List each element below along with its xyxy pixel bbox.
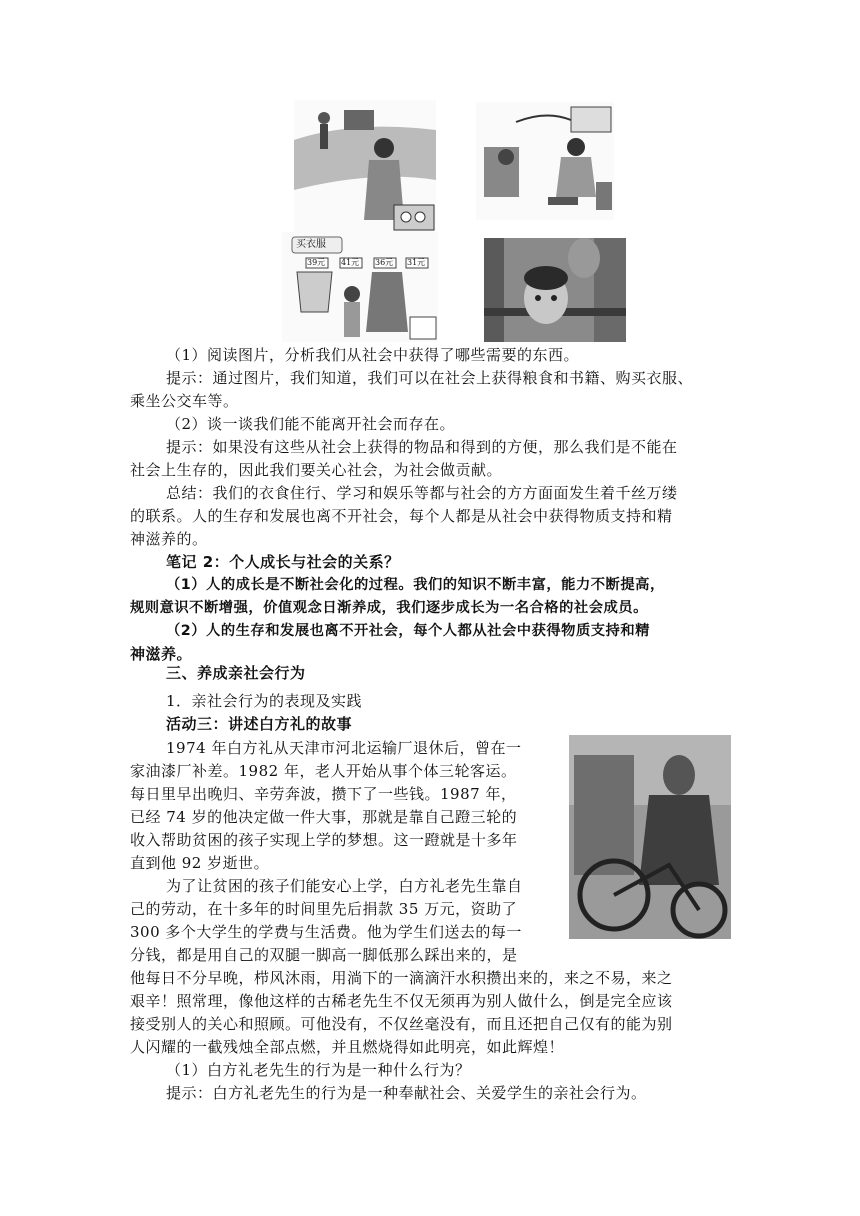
hint-bai-fangli: 提示：白方礼老先生的行为是一种奉献社会、关爱学生的亲社会行为。 [166,1084,647,1102]
activity-3-title: 活动三：讲述白方礼的故事 [166,715,353,733]
story-paragraph-3-line: 人闪耀的一截残烛全部点燃，并且燃烧得如此明亮，如此辉煌！ [130,1038,565,1056]
summary-line-2: 的联系。人的生存和发展也离不开社会，每个人都是从社会中获得物质支持和精 [130,507,673,525]
note-2-title: 笔记 2：个人成长与社会的关系？ [166,553,400,571]
note-2-point-1-line-1: （1）人的成长是不断社会化的过程。我们的知识不断丰富，能力不断提高， [166,577,665,593]
summary-line-3: 神滋养的。 [130,530,208,548]
story-paragraph-1-line: 家油漆厂补差。1982 年，老人开始从事个体三轮客运。 [130,762,517,780]
story-paragraph-1-line: 每日里早出晚归、辛劳奔波，攒下了一些钱。1987 年， [130,785,517,803]
story-paragraph-3-line: 他每日不分早晚，栉风沐雨，用淌下的一滴滴汗水积攒出来的，来之不易，来之 [130,969,673,987]
figure-buying-clothes [282,232,438,342]
story-paragraph-2-line: 己的劳动，在十多年的时间里先后捐款 35 万元，资助了 [130,900,518,918]
question-1: （1）阅读图片，分析我们从社会中获得了哪些需要的东西。 [166,346,580,364]
price-tag: 41元 [341,258,360,267]
clothes-tag-label: 买衣服 [296,239,326,250]
hint-1-line-1: 提示：通过图片，我们知道，我们可以在社会上获得粮食和书籍、购买衣服、 [166,369,694,387]
price-tag: 31元 [407,258,426,267]
story-paragraph-1-line: 1974 年白方礼从天津市河北运输厂退休后，曾在一 [166,739,522,757]
figure-farming-shopping [294,100,436,235]
story-paragraph-1-line: 已经 74 岁的他决定做一件大事，那就是靠自己蹬三轮的 [130,808,518,826]
figure-bai-fangli-tricycle [569,735,731,939]
note-2-point-1-line-2: 规则意识不断增强，价值观念日渐养成，我们逐步成长为一名合格的社会成员。 [130,600,648,616]
section-3-heading: 三、养成亲社会行为 [166,664,306,682]
note-2-point-2-line-1: （2）人的生存和发展也离不开社会，每个人都从社会中获得物质支持和精 [166,623,650,639]
story-paragraph-1-line: 直到他 92 岁逝世。 [130,854,270,872]
story-paragraph-1-line: 收入帮助贫困的孩子实现上学的梦想。这一蹬就是十多年 [130,831,518,849]
figure-reading-books [476,102,614,220]
subsection-1-heading: 1．亲社会行为的表现及实践 [166,692,363,710]
hint-2-line-1: 提示：如果没有这些从社会上获得的物品和得到的方便，那么我们是不能在 [166,438,678,456]
question-2: （2）谈一谈我们能不能离开社会而存在。 [166,415,456,433]
story-paragraph-2-line: 300 多个大学生的学费与生活费。他为学生们送去的每一 [130,923,522,941]
figure-child-on-bus [484,238,626,342]
note-2-point-2-line-2: 神滋养。 [130,645,193,663]
summary-line-1: 总结：我们的衣食住行、学习和娱乐等都与社会的方方面面发生着千丝万缕 [166,484,678,502]
hint-1-line-2: 乘坐公交车等。 [130,392,239,410]
story-paragraph-2-line: 分钱，都是用自己的双腿一脚高一脚低那么踩出来的，是 [130,946,518,964]
story-paragraph-2-line: 为了让贫困的孩子们能安心上学，白方礼老先生靠自 [166,877,523,895]
price-tag: 39元 [307,258,326,267]
price-tag: 36元 [375,258,394,267]
story-paragraph-3-line: 接受别人的关心和照顾。可他没有，不仅丝毫没有，而且还把自己仅有的能为别 [130,1015,673,1033]
question-bai-fangli: （1）白方礼老先生的行为是一种什么行为？ [166,1061,471,1079]
hint-2-line-2: 社会上生存的，因此我们要关心社会，为社会做贡献。 [130,461,503,479]
story-paragraph-3-line: 艰辛！照常理，像他这样的古稀老先生不仅无须再为别人做什么，倒是完全应该 [130,992,673,1010]
